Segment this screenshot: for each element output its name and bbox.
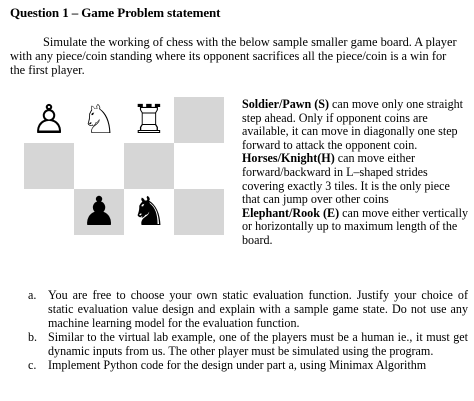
board-square: [174, 143, 224, 189]
task-item: [28, 289, 468, 331]
board-square: [74, 189, 124, 235]
task-text: Implement Python code for the design under part a, using Minimax Algorithm: [48, 357, 427, 372]
question-heading: Question 1 – Game Problem statement: [10, 5, 221, 20]
rule-knight: [242, 152, 470, 206]
board-square: [124, 97, 174, 143]
white-rook-icon: ♖: [131, 97, 167, 143]
task-letter: a.: [28, 288, 37, 302]
black-pawn-icon: ♟: [81, 189, 117, 235]
black-knight-icon: ♞: [131, 189, 167, 235]
task-item: [28, 359, 468, 373]
game-board: [24, 97, 224, 235]
board-square: [24, 97, 74, 143]
rule-term: Elephant/Rook (E): [242, 205, 340, 220]
rule-text: can move either vertically or horizontally up to maximum length of the board.: [242, 205, 469, 247]
rule-rook: [242, 207, 470, 248]
rule-term: Soldier/Pawn (S): [242, 97, 330, 111]
task-list: [28, 289, 468, 372]
white-knight-icon: ♘: [81, 97, 117, 143]
board-square: [74, 97, 124, 143]
task-text: Similar to the virtual lab example, one of the players must be a human ie., it must get dynamic inputs from us. The other player must be simulated using the program.: [48, 329, 468, 358]
board-square: [74, 143, 124, 189]
board-square: [24, 189, 74, 235]
rule-text: can move only one straight step ahead. Only if opponent coins are available, it can move in diagonally one step forward to attack the opponent coin.: [242, 97, 464, 152]
board-square: [174, 189, 224, 235]
task-letter: c.: [28, 357, 37, 372]
task-text: You are free to choose your own static evaluation function. Justify your choice of static evaluation value design and explain with a sample game state. Do not use any machine learning model for the evaluation function.: [48, 288, 468, 330]
white-pawn-icon: ♙: [31, 97, 67, 143]
rule-text: can move either forward/backward in L–shaped strides covering exactly 3 tiles. It is the only piece that can jump over other coins: [242, 151, 450, 207]
task-letter: b.: [28, 329, 38, 344]
board-square: [24, 143, 74, 189]
board-square: [174, 97, 224, 143]
board-square: [124, 189, 174, 235]
rule-pawn: [242, 98, 470, 152]
task-item: [28, 331, 468, 359]
intro-text: Simulate the working of chess with the below sample smaller game board. A player with any piece/coin standing where its opponent sacrifices all the piece/coin is a win for the first player.: [10, 35, 457, 77]
piece-rules: [242, 98, 470, 248]
board-square: [124, 143, 174, 189]
intro-paragraph: [10, 35, 462, 77]
rule-term: Horses/Knight(H): [242, 151, 335, 166]
